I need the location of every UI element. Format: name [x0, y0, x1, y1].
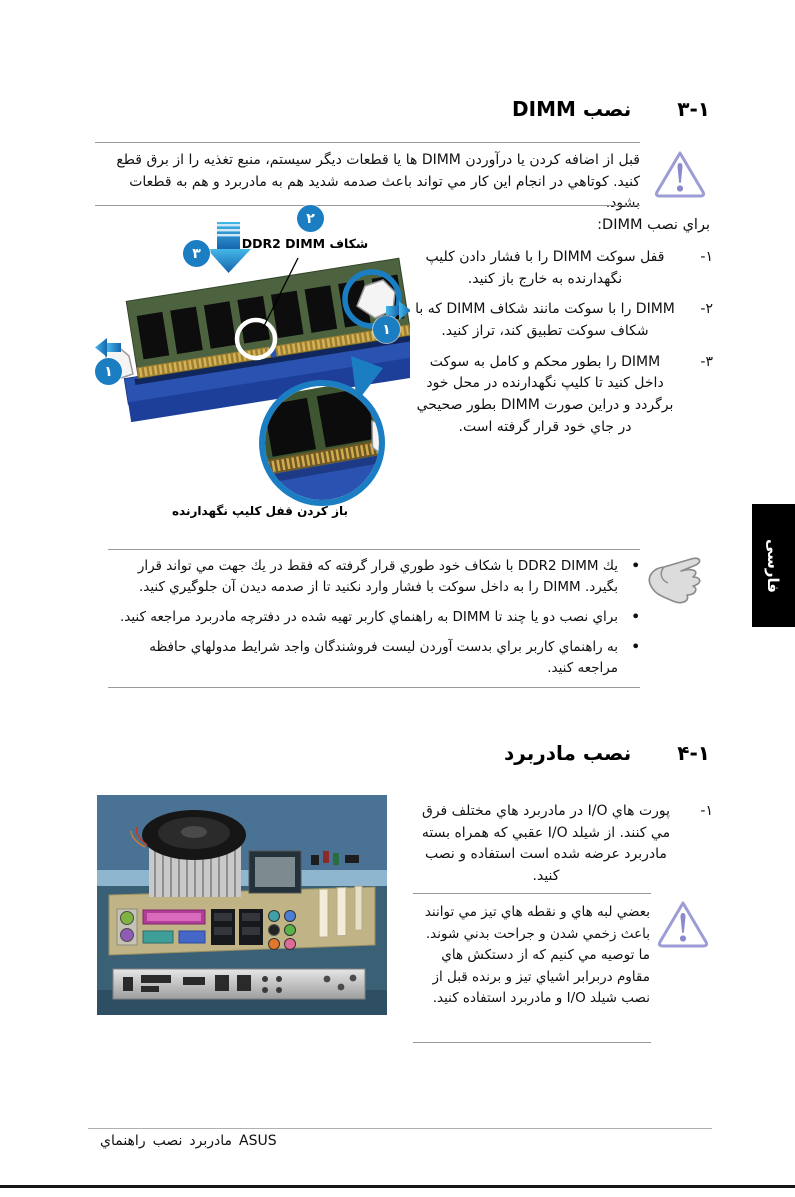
dimm-figure: [95, 210, 410, 532]
section-mobo-title: [504, 741, 710, 765]
callout-1-right: ١: [373, 316, 400, 343]
divider: [95, 142, 640, 143]
divider: [88, 1128, 712, 1129]
footer-word: مادربرد: [189, 1133, 232, 1149]
section-mobo-number: ١-۴: [677, 741, 710, 765]
section-dimm-title: [512, 97, 710, 121]
callout-3: ٣: [183, 240, 210, 267]
mobo-steps: [415, 801, 713, 897]
note-item: [108, 556, 640, 598]
motherboard-photo: [97, 795, 387, 1015]
divider: [413, 893, 651, 894]
step-number: ٣-: [700, 353, 713, 370]
step-text: DIMM را بطور محكم و كامل به سوكت داخل كنيد تا كليپ نگهدارنده در محل خود برگردد و دراين صورت DIMM بطور صحيحي در جاي خود قرار گرفته است.: [416, 353, 674, 435]
step-text: قفل سوكت DIMM را با فشار دادن كليپ نگهدارنده به خارج باز كنيد.: [425, 249, 665, 287]
dimm-step-2: [413, 299, 713, 342]
dimm-intro: براي نصب DIMM:: [597, 217, 710, 233]
note-text: • يك DDR2 DIMM با شكاف خود طوري قرار گرفته كه فقط در يك جهت مي تواند قرار بگيرد. DIMM را به داخل سوكت با فشار وارد نكنيد تا از صدمه ديدن آن جلوگيري كنيد.: [137, 558, 618, 595]
footer-word: راهنماي: [100, 1133, 146, 1149]
page-footer: [100, 1133, 277, 1149]
step-number: ٢-: [700, 301, 713, 318]
warning-text-dimm: قبل از اضافه كردن يا درآوردن DIMM ها يا قطعات ديگر سيستم، منبع تغذيه را از برق قطع كنيد. كوتاهي در انجام اين كار مي تواند باعث صدمه شديد هم به مادربرد و هم به قطعات بشود.: [116, 152, 640, 212]
warning-text-mobo: بعضي لبه هاي و نقطه هاي تيز مي توانند باعث زخمي شدن و جراحت بدني شوند. ما توصيه مي كنيم كه از دستكش هاي مقاوم دربرابر اشياي تيز و برنده قبل از نصب شيلد I/O و مادربرد استفاده كنيد.: [424, 904, 650, 1007]
step-text: پورت هاي I/O در مادربرد هاي مختلف فرق مي كنند. از شيلد I/O عقبي كه همراه بسته مادربرد عرضه شده است استفاده و نصب كنيد.: [421, 803, 671, 885]
step-number: ١-: [700, 803, 713, 819]
note-text: • براي نصب دو يا چند تا DIMM به راهنماي كاربر تهيه شده در دفترچه مادربرد مراجعه كنيد.: [119, 608, 618, 625]
section-mobo-title-text: نصب مادربرد: [504, 741, 632, 765]
divider: [95, 205, 640, 206]
language-tab-farsi: [752, 504, 795, 627]
warning-icon: [652, 147, 708, 201]
language-tab-label: فارسی: [764, 538, 783, 593]
section-dimm-number: ١-٣: [677, 97, 710, 121]
dimm-notes: [108, 556, 640, 688]
footer-word: نصب: [152, 1133, 183, 1149]
dimm-steps: [413, 247, 713, 448]
divider: [413, 1042, 651, 1043]
warning-icon: [655, 897, 711, 951]
dimm-step-1: [413, 247, 713, 290]
step-number: ١-: [700, 249, 713, 265]
clip-label: باز كردن قفل كليپ نگهدارنده: [171, 504, 349, 518]
page-edge-artifact: [0, 1185, 795, 1188]
slot-label: شكاف DDR2 DIMM: [241, 236, 369, 251]
note-text: • به راهنماي كاربر براي بدست آوردن ليست فروشندگان واجد شرايط مدولهاي حافظه مراجعه كنيد.: [149, 638, 618, 676]
divider: [108, 687, 640, 688]
callout-2: ٢: [297, 205, 324, 232]
note-item: [108, 637, 640, 679]
footer-word: ASUS: [239, 1133, 277, 1149]
mobo-step-1: [415, 801, 713, 888]
step-text: DIMM را با سوكت مانند شكاف DIMM كه با شكاف سوكت تطبيق كند، تراز كنيد.: [415, 301, 675, 340]
divider: [108, 549, 640, 550]
note-item: [108, 607, 640, 628]
note-hand-icon: [643, 552, 711, 614]
callout-1-left: ١: [95, 358, 122, 385]
section-dimm-title-text: نصب DIMM: [512, 97, 632, 121]
dimm-step-3: [413, 352, 713, 439]
dimm-illustration: [95, 210, 410, 532]
